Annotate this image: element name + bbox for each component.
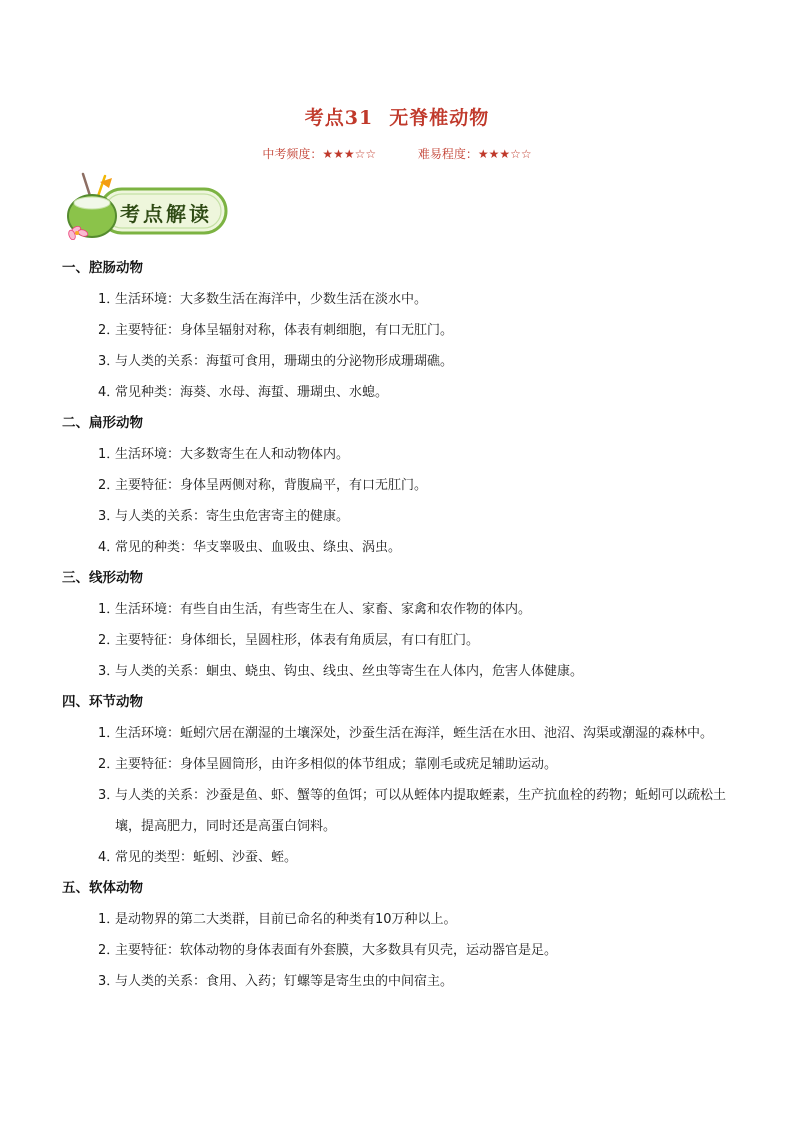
item-text: 与人类的关系：海蜇可食用，珊瑚虫的分泌物形成珊瑚礁。 [115, 354, 454, 369]
item-number: 2． [98, 323, 120, 338]
list-item [62, 780, 742, 842]
frequency-stars: ★★★☆☆ [322, 147, 377, 161]
item-number: 2． [98, 757, 120, 772]
list-item [62, 532, 742, 563]
item-text: 常见的类型：蚯蚓、沙蚕、蛭。 [115, 850, 298, 865]
item-number: 1． [98, 726, 120, 741]
title-number: 考点31 [304, 107, 374, 129]
list-item [62, 718, 742, 749]
list-item [62, 966, 742, 997]
content-body [62, 253, 742, 997]
item-number: 3． [98, 509, 120, 524]
list-item [62, 377, 742, 408]
list-item [62, 904, 742, 935]
title-text: 无脊椎动物 [389, 107, 490, 129]
item-number: 4． [98, 850, 120, 865]
item-number: 3． [98, 664, 120, 679]
item-number: 2． [98, 943, 120, 958]
section-badge [62, 172, 230, 240]
item-number: 1． [98, 292, 120, 307]
item-number: 1． [98, 912, 120, 927]
section-heading: 一、腔肠动物 [62, 260, 143, 276]
item-text: 主要特征：软体动物的身体表面有外套膜，大多数具有贝壳，运动器官是足。 [115, 943, 558, 958]
list-item [62, 749, 742, 780]
list-item [62, 656, 742, 687]
item-number: 2． [98, 633, 120, 648]
list-item [62, 501, 742, 532]
item-text: 生活环境：有些自由生活，有些寄生在人、家畜、家禽和农作物的体内。 [115, 602, 532, 617]
item-number: 4． [98, 540, 120, 555]
item-number: 3． [98, 788, 120, 803]
page-title [0, 103, 794, 130]
item-text: 主要特征：身体呈辐射对称，体表有刺细胞，有口无肛门。 [115, 323, 454, 338]
badge-label: 考点解读 [120, 202, 212, 226]
list-item [62, 439, 742, 470]
item-text: 与人类的关系：食用、入药；钉螺等是寄生虫的中间宿主。 [115, 974, 454, 989]
list-item [62, 315, 742, 346]
list-item [62, 470, 742, 501]
item-number: 1． [98, 447, 120, 462]
list-item [62, 346, 742, 377]
section-heading: 二、扁形动物 [62, 415, 143, 431]
item-number: 4． [98, 385, 120, 400]
list-item [62, 625, 742, 656]
item-text: 生活环境：蚯蚓穴居在潮湿的土壤深处，沙蚕生活在海洋，蛭生活在水田、池沼、沟渠或潮湿的森林中。 [115, 726, 714, 741]
item-text: 常见种类：海葵、水母、海蜇、珊瑚虫、水螅。 [115, 385, 389, 400]
item-text: 与人类的关系：蛔虫、蛲虫、钩虫、线虫、丝虫等寄生在人体内，危害人体健康。 [115, 664, 584, 679]
frequency-label: 中考频度： [262, 147, 323, 161]
difficulty-label: 难易程度： [417, 147, 478, 161]
item-number: 3． [98, 974, 120, 989]
item-text: 生活环境：大多数生活在海洋中，少数生活在淡水中。 [115, 292, 428, 307]
section-heading: 四、环节动物 [62, 694, 143, 710]
item-text: 生活环境：大多数寄生在人和动物体内。 [115, 447, 350, 462]
section-heading: 五、软体动物 [62, 880, 143, 896]
difficulty-stars: ★★★☆☆ [477, 147, 532, 161]
list-item [62, 594, 742, 625]
item-text: 常见的种类：华支睾吸虫、血吸虫、绦虫、涡虫。 [115, 540, 402, 555]
list-item [62, 935, 742, 966]
item-number: 1． [98, 602, 120, 617]
item-text: 是动物界的第二大类群，目前已命名的种类有10万种以上。 [115, 912, 457, 927]
list-item [62, 842, 742, 873]
item-text: 主要特征：身体呈圆筒形，由许多相似的体节组成；靠刚毛或疣足辅助运动。 [115, 757, 558, 772]
section-heading: 三、线形动物 [62, 570, 143, 586]
item-text: 主要特征：身体呈两侧对称，背腹扁平，有口无肛门。 [115, 478, 428, 493]
meta-line [0, 145, 794, 162]
item-text: 主要特征：身体细长，呈圆柱形，体表有角质层，有口有肛门。 [115, 633, 480, 648]
item-number: 2． [98, 478, 120, 493]
item-text: 与人类的关系：寄生虫危害寄主的健康。 [115, 509, 350, 524]
item-text: 与人类的关系：沙蚕是鱼、虾、蟹等的鱼饵；可以从蛭体内提取蛭素，生产抗血栓的药物；蚯蚓可以疏松土壤，提高肥力，同时还是高蛋白饲料。 [115, 788, 727, 834]
list-item [62, 284, 742, 315]
item-number: 3． [98, 354, 120, 369]
